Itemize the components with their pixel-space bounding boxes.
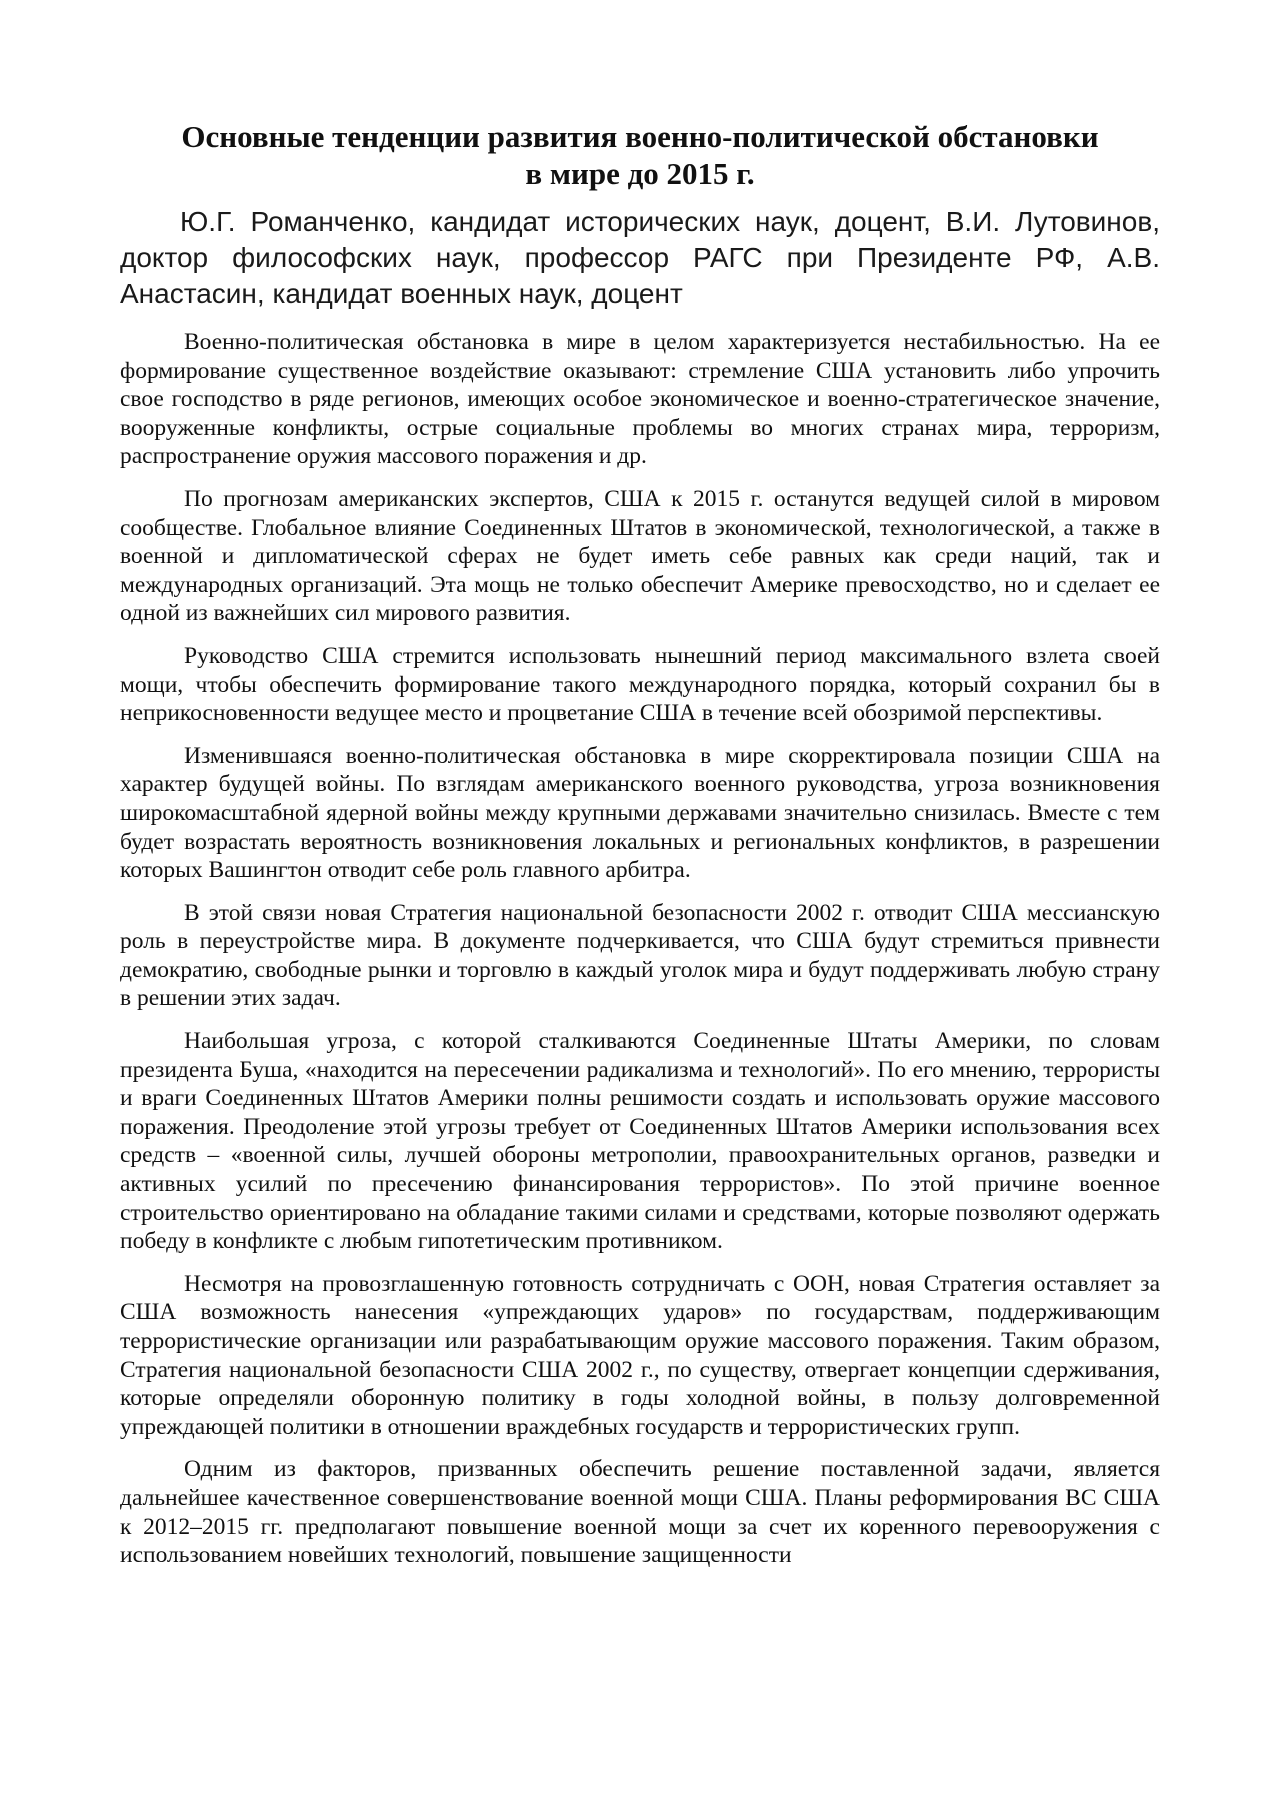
document-title: [120, 118, 1160, 192]
authors-line: Ю.Г. Романченко, кандидат исторических наук, доцент, В.И. Лутовинов, доктор философских наук, профессор РАГС при Президенте РФ, А.В. Анастасин, кандидат военных наук, доцент: [120, 206, 1160, 309]
paragraph: Несмотря на провозглашенную готовность сотрудничать с ООН, новая Стратегия оставляет за США возможность нанесения «упреждающих ударов» по государствам, поддерживающим террористические организации или разрабатывающим оружие массового поражения. Таким образом, Стратегия национальной безопасности США 2002 г., по существу, отвергает концепции сдерживания, которые определяли оборонную политику в годы холодной войны, в пользу долговременной упреждающей политики в отношении враждебных государств и террористических групп.: [120, 1270, 1160, 1440]
paragraph: По прогнозам американских экспертов, США к 2015 г. останутся ведущей силой в мировом сообществе. Глобальное влияние Соединенных Штатов в экономической, технологической, а также в военной и дипломатической сферах не будет иметь себе равных как среди наций, так и международных организаций. Эта мощь не только обеспечит Америке превосходство, но и сделает ее одной из важнейших сил мирового развития.: [120, 485, 1160, 627]
paragraph: Наибольшая угроза, с которой сталкиваются Соединенные Штаты Америки, по словам президента Буша, «находится на пересечении радикализма и технологий». По его мнению, террористы и враги Соединенных Штатов Америки полны решимости создать и использовать оружие массового поражения. Преодоление этой угрозы требует от Соединенных Штатов Америки использования всех средств – «военной силы, лучшей обороны метрополии, правоохранительных органов, разведки и активных усилий по пресечению финансирования террористов». По этой причине военное строительство ориентировано на обладание такими силами и средствами, которые позволяют одержать победу в конфликте с любым гипотетическим противником.: [120, 1028, 1160, 1255]
paragraph: В этой связи новая Стратегия национальной безопасности 2002 г. отводит США мессианскую роль в переустройстве мира. В документе подчеркивается, что США будут стремиться привнести демократию, свободные рынки и торговлю в каждый уголок мира и будут поддерживать любую страну в решении этих задач.: [120, 899, 1160, 1012]
document-content: [120, 118, 1160, 1570]
title-line-2: в мире до 2015 г.: [525, 156, 755, 191]
paragraph: Одним из факторов, призванных обеспечить решение поставленной задачи, является дальнейшее качественное совершенствование военной мощи США. Планы реформирования ВС США к 2012–2015 гг. предполагают повышение военной мощи за счет их коренного перевооружения с использованием новейших технологий, повышение защищенности: [120, 1456, 1160, 1569]
paragraph: Руководство США стремится использовать нынешний период максимального взлета своей мощи, чтобы обеспечить формирование такого международного порядка, который сохранил бы в неприкосновенности ведущее место и процветание США в течение всей обозримой перспективы.: [120, 642, 1160, 727]
paragraph: Изменившаяся военно-политическая обстановка в мире скорректировала позиции США на характер будущей войны. По взглядам американского военного руководства, угроза возникновения широкомасштабной ядерной войны между крупными державами значительно снизилась. Вместе с тем будет возрастать вероятность возникновения локальных и региональных конфликтов, в разрешении которых Вашингтон отводит себе роль главного арбитра.: [120, 742, 1160, 884]
paragraph: Военно-политическая обстановка в мире в целом характеризуется нестабильностью. На ее формирование существенное воздействие оказывают: стремление США установить либо упрочить свое господство в ряде регионов, имеющих особое экономическое и военно-стратегическое значение, вооруженные конфликты, острые социальные проблемы во многих странах мира, терроризм, распространение оружия массового поражения и др.: [120, 329, 1160, 470]
title-line-1: Основные тенденции развития военно-политической обстановки: [181, 119, 1099, 154]
